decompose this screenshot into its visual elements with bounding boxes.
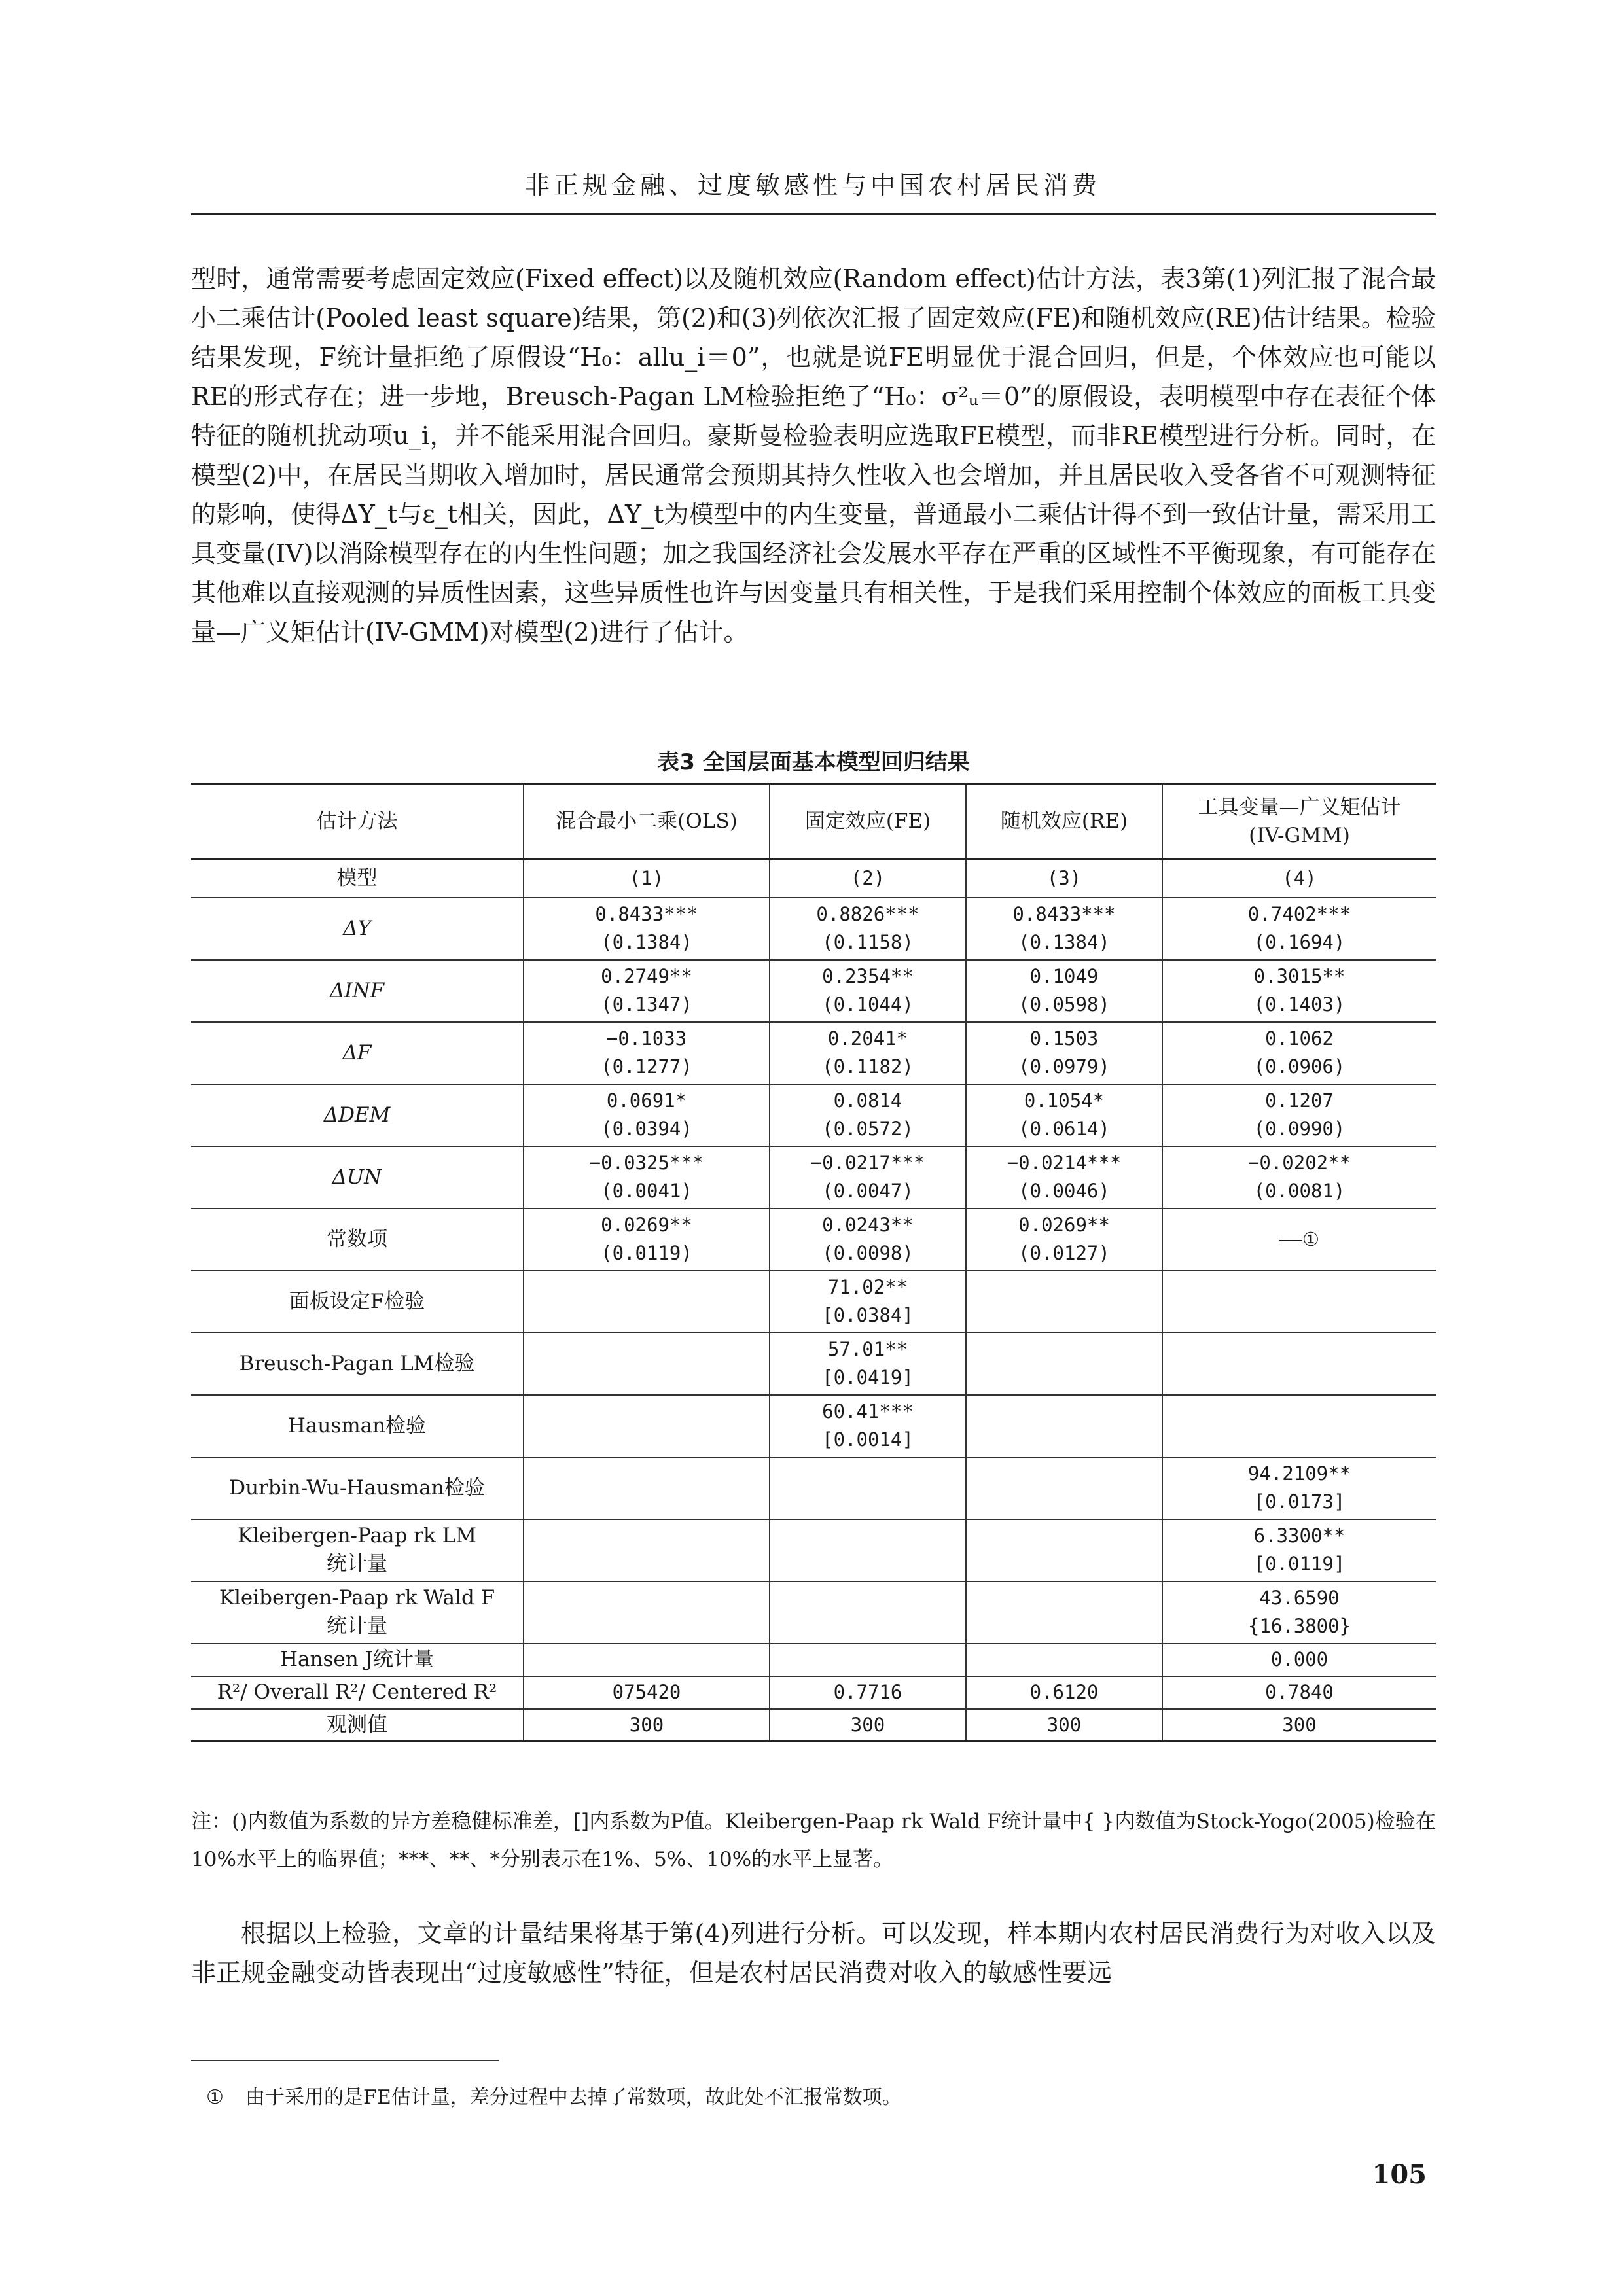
cell-stat: (0.1044) [822, 993, 914, 1016]
cell-value: −0.1033 [606, 1027, 687, 1050]
row-label [191, 1519, 524, 1581]
cell-stat: (0.1158) [822, 931, 914, 953]
cell-stat: (0.0047) [822, 1180, 914, 1202]
table-cell [1162, 1084, 1436, 1146]
cell-value: 0.2354** [822, 965, 914, 987]
model-label: 模型 [191, 860, 524, 898]
cell-stat: [0.0419] [822, 1366, 914, 1388]
table-note: 注：()内数值为系数的异方差稳健标准差，[]内系数为P值。Kleibergen-Paap rk Wald F统计量中{ }内数值为Stock-Yogo(2005)检验在10%水平上的临界值；***、**、*分别表示在1%、5%、10%的水平上显著。 [191, 1810, 1436, 1871]
footnote-text: 由于采用的是FE估计量，差分过程中去掉了常数项，故此处不汇报常数项。 [245, 2086, 902, 2109]
table-cell [966, 1457, 1162, 1519]
table-cell [524, 960, 770, 1022]
cell-stat: (0.0614) [1018, 1118, 1110, 1140]
cell-value: −0.0202** [1247, 1152, 1351, 1174]
row-label: Hansen J统计量 [191, 1644, 524, 1676]
table-row [191, 1395, 1436, 1457]
table-title: 表3 全国层面基本模型回归结果 [657, 749, 970, 775]
table-row [191, 1271, 1436, 1333]
cell-stat: (0.1384) [1018, 931, 1110, 953]
table-cell [524, 1581, 770, 1644]
table-row [191, 1209, 1436, 1271]
cell-value: 0.1049 [1029, 965, 1099, 987]
table-cell [524, 1084, 770, 1146]
model-number: (3) [966, 860, 1162, 898]
cell-value: 0.1054* [1024, 1089, 1105, 1112]
row-label-line: 统计量 [327, 1614, 387, 1638]
cell-value: 0.0243** [822, 1214, 914, 1236]
header-method: 估计方法 [191, 784, 524, 860]
cell-stat: (0.0046) [1018, 1180, 1110, 1202]
row-label: ΔDEM [191, 1084, 524, 1146]
cell-value: 94.2109** [1247, 1462, 1351, 1485]
cell-value: 6.3300** [1253, 1525, 1346, 1547]
cell-value: 0.0691* [606, 1089, 687, 1112]
cell-value: 300 [1046, 1713, 1082, 1736]
row-label: 观测值 [191, 1709, 524, 1742]
table-row [191, 1581, 1436, 1644]
cell-stat: (0.1403) [1253, 993, 1346, 1016]
row-label: ΔINF [191, 960, 524, 1022]
table-row [191, 1709, 1436, 1742]
cell-value: 0.1207 [1265, 1089, 1334, 1112]
cell-stat: [0.0119] [1253, 1553, 1346, 1575]
table-cell [770, 1146, 966, 1209]
table-cell [966, 1022, 1162, 1084]
table-cell [770, 1084, 966, 1146]
cell-value: 0.3015** [1253, 965, 1346, 987]
regression-table [191, 783, 1436, 1742]
cell-value: 43.6590 [1259, 1587, 1340, 1609]
table-cell [1162, 1519, 1436, 1581]
cell-stat: (0.1182) [822, 1055, 914, 1078]
cell-value: 300 [850, 1713, 885, 1736]
table-row [191, 898, 1436, 960]
cell-stat: (0.0127) [1018, 1242, 1110, 1264]
table-cell [1162, 1395, 1436, 1457]
table-cell [1162, 1022, 1436, 1084]
body-paragraph-1: 型时，通常需要考虑固定效应(Fixed effect)以及随机效应(Random effect)估计方法，表3第(1)列汇报了混合最小二乘估计(Pooled least square)结果，第(2)和(3)列依次汇报了固定效应(FE)和随机效应(RE)估计结果。检验结果发现，F统计量拒绝了原假设“H₀：allu_i＝0”，也就是说FE明显优于混合回归，但是，个体效应也可能以RE的形式存在；进一步地，Breusch-Pagan LM检验拒绝了“H₀：σ²ᵤ＝0”的原假设，表明模型中存在表征个体特征的随机扰动项u_i，并不能采用混合回归。豪斯曼检验表明应选取FE模型，而非RE模型进行分析。同时，在模型(2)中，在居民当期收入增加时，居民通常会预期其持久性收入也会增加，并且居民收入受各省不可观测特征的影响，使得ΔY_t与ε_t相关，因此，ΔY_t为模型中的内生变量，普通最小二乘估计得不到一致估计量，需采用工具变量(IV)以消除模型存在的内生性问题；加之我国经济社会发展水平存在严重的区域性不平衡现象，有可能存在其他难以直接观测的异质性因素，这些异质性也许与因变量具有相关性，于是我们采用控制个体效应的面板工具变量—广义矩估计(IV-GMM)对模型(2)进行了估计。 [191, 264, 1436, 646]
table-cell [524, 1209, 770, 1271]
cell-stat: (0.0572) [822, 1118, 914, 1140]
row-label-line: Kleibergen-Paap rk LM [238, 1524, 476, 1547]
table-cell [524, 1146, 770, 1209]
header-ols: 混合最小二乘(OLS) [524, 784, 770, 860]
cell-value: 71.02** [827, 1276, 908, 1298]
table-cell [966, 898, 1162, 960]
cell-value: 0.0814 [833, 1089, 902, 1112]
model-number: (2) [770, 860, 966, 898]
cell-stat: (0.0979) [1018, 1055, 1110, 1078]
table-cell [770, 1271, 966, 1333]
cell-value: 0.6120 [1029, 1681, 1099, 1703]
table-cell [770, 960, 966, 1022]
table-cell [966, 1676, 1162, 1709]
table-row [191, 1457, 1436, 1519]
table-cell [1162, 1581, 1436, 1644]
table-row [191, 1333, 1436, 1395]
table-cell [966, 1271, 1162, 1333]
table-cell [524, 1709, 770, 1742]
cell-value: −0.0217*** [810, 1152, 925, 1174]
model-row [191, 860, 1436, 898]
page-number: 105 [1372, 2159, 1427, 2190]
table-header-row [191, 784, 1436, 860]
cell-stat: (0.0598) [1018, 993, 1110, 1016]
cell-stat: (0.0394) [601, 1118, 692, 1140]
cell-value: 0.2749** [601, 965, 692, 987]
cell-value: 0.000 [1270, 1648, 1329, 1670]
table-cell [524, 1022, 770, 1084]
table-cell [524, 1271, 770, 1333]
table-cell [524, 1676, 770, 1709]
cell-value: 300 [629, 1713, 664, 1736]
table-cell [524, 898, 770, 960]
table-cell [966, 1146, 1162, 1209]
cell-value: 0.8433*** [1012, 903, 1116, 925]
cell-stat: (0.1694) [1253, 931, 1346, 953]
header-re: 随机效应(RE) [966, 784, 1162, 860]
table-cell [966, 1333, 1162, 1395]
table-row [191, 1676, 1436, 1709]
row-label: Breusch-Pagan LM检验 [191, 1333, 524, 1395]
table-cell [966, 1581, 1162, 1644]
table-cell [770, 1457, 966, 1519]
table-cell [770, 1519, 966, 1581]
header-iv-gmm [1162, 784, 1436, 860]
running-header: 非正规金融、过度敏感性与中国农村居民消费 [524, 171, 1101, 200]
cell-stat: [0.0173] [1253, 1491, 1346, 1513]
row-label: R²/ Overall R²/ Centered R² [191, 1676, 524, 1709]
row-label-line: Kleibergen-Paap rk Wald F [219, 1586, 495, 1610]
cell-stat: (0.0119) [601, 1242, 692, 1264]
cell-stat: (0.1347) [601, 993, 692, 1016]
cell-stat: {16.3800} [1247, 1615, 1351, 1637]
row-label: Durbin-Wu-Hausman检验 [191, 1457, 524, 1519]
cell-stat: [0.0014] [822, 1428, 914, 1451]
table-cell [1162, 1209, 1436, 1271]
cell-value: 0.8433*** [595, 903, 698, 925]
cell-value: 0.7402*** [1247, 903, 1351, 925]
table-cell [1162, 1146, 1436, 1209]
table-cell [966, 1519, 1162, 1581]
row-label: ΔF [191, 1022, 524, 1084]
cell-value: 0.0269** [1018, 1214, 1110, 1236]
row-label: ΔUN [191, 1146, 524, 1209]
cell-value: 60.41*** [822, 1400, 914, 1422]
model-number: (4) [1162, 860, 1436, 898]
table-cell [1162, 1333, 1436, 1395]
table-cell [1162, 1457, 1436, 1519]
table-row [191, 1146, 1436, 1209]
table-cell [770, 1209, 966, 1271]
cell-stat: (0.1384) [601, 931, 692, 953]
cell-value: 0.1062 [1265, 1027, 1334, 1050]
table-cell [1162, 1676, 1436, 1709]
table-cell [524, 1519, 770, 1581]
footnote-rule [191, 2060, 499, 2061]
table-cell [1162, 1271, 1436, 1333]
table-cell [966, 960, 1162, 1022]
header-fe: 固定效应(FE) [770, 784, 966, 860]
cell-value: 0.8826*** [816, 903, 919, 925]
cell-value: 57.01** [827, 1338, 908, 1360]
header-iv-gmm-line1: 工具变量—广义矩估计 [1198, 795, 1401, 819]
row-label: ΔY [191, 898, 524, 960]
table-cell [770, 1022, 966, 1084]
table-cell [1162, 1709, 1436, 1742]
row-label: 常数项 [191, 1209, 524, 1271]
body-paragraph-2: 根据以上检验，文章的计量结果将基于第(4)列进行分析。可以发现，样本期内农村居民消费行为对收入以及非正规金融变动皆表现出“过度敏感性”特征，但是农村居民消费对收入的敏感性要远 [191, 1919, 1436, 1987]
table-cell [770, 1333, 966, 1395]
table-cell [524, 1333, 770, 1395]
cell-stat: (0.0990) [1253, 1118, 1346, 1140]
table-row [191, 1084, 1436, 1146]
table-cell [524, 1395, 770, 1457]
cell-stat: (0.0041) [601, 1180, 692, 1202]
cell-value: −0.0325*** [589, 1152, 704, 1174]
footnote [206, 2081, 1384, 2110]
table-cell [966, 1084, 1162, 1146]
row-label [191, 1581, 524, 1644]
table-cell [966, 1209, 1162, 1271]
header-rule [191, 213, 1436, 215]
row-label-line: 统计量 [327, 1552, 387, 1576]
cell-value: 0.0269** [601, 1214, 692, 1236]
cell-value: 075420 [612, 1681, 681, 1703]
cell-value: 0.1503 [1029, 1027, 1099, 1050]
table-cell [1162, 1644, 1436, 1676]
cell-value: 0.2041* [827, 1027, 908, 1050]
cell-stat: (0.1277) [601, 1055, 692, 1078]
table-cell [770, 898, 966, 960]
table-cell [1162, 898, 1436, 960]
table-cell [966, 1395, 1162, 1457]
table-cell [770, 1395, 966, 1457]
table-cell [1162, 960, 1436, 1022]
cell-value: 0.7716 [833, 1681, 902, 1703]
table-row [191, 1644, 1436, 1676]
cell-stat: (0.0906) [1253, 1055, 1346, 1078]
model-number: (1) [524, 860, 770, 898]
table-row [191, 960, 1436, 1022]
cell-value: 300 [1282, 1713, 1317, 1736]
cell-stat: (0.0098) [822, 1242, 914, 1264]
table-cell [770, 1644, 966, 1676]
row-label: 面板设定F检验 [191, 1271, 524, 1333]
table-cell [966, 1644, 1162, 1676]
cell-stat: (0.0081) [1253, 1180, 1346, 1202]
table-cell [770, 1676, 966, 1709]
row-label: Hausman检验 [191, 1395, 524, 1457]
cell-value: 0.7840 [1265, 1681, 1334, 1703]
table-cell [524, 1457, 770, 1519]
cell-value: −0.0214*** [1007, 1152, 1122, 1174]
table-row [191, 1519, 1436, 1581]
table-cell [770, 1581, 966, 1644]
table-cell [524, 1644, 770, 1676]
cell-value: ——① [1279, 1227, 1319, 1250]
cell-stat: [0.0384] [822, 1304, 914, 1326]
table-cell [966, 1709, 1162, 1742]
header-iv-gmm-line2: (IV-GMM) [1249, 823, 1350, 847]
table-row [191, 1022, 1436, 1084]
footnote-mark: ① [206, 2086, 224, 2109]
table-cell [770, 1709, 966, 1742]
